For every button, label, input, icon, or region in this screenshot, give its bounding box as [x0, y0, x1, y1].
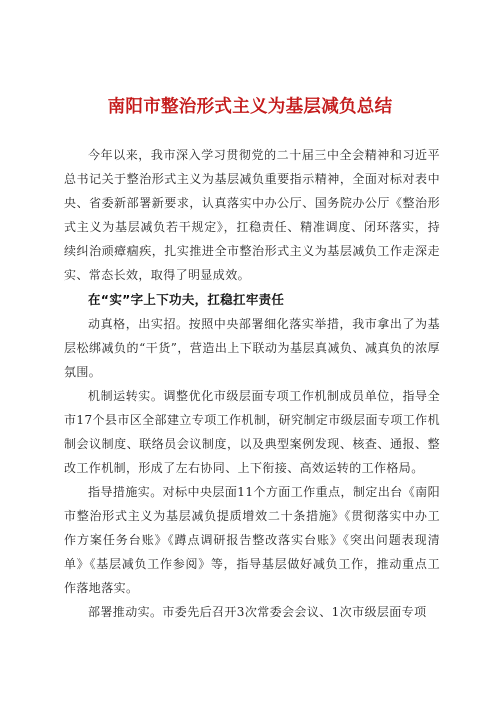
body-paragraph: 部署推动实。市委先后召开3次常委会会议、1次市级层面专项 — [88, 605, 427, 619]
section-heading: 在“实”字上下功夫，扛稳扛牢责任 — [88, 292, 285, 307]
body-paragraph: 指导措施实。对标中央层面11个方面工作重点，制定出台《南阳市整治形式主义为基层减负提质增效二十条措施》《贯彻落实中办工作方案任务台账》《蹲点调研报告整改落实台账》《突出问题表现清单》《基层减负工作参阅》等，指导基层做好减负工作，推动重点工作落地落实。 — [64, 485, 440, 595]
body-paragraph: 动真格，出实招。按照中央部署细化落实举措，我市拿出了为基层松绑减负的“干货”，营造出上下联动为基层真减负、减真负的浓厚氛围。 — [64, 317, 440, 379]
document-title: 南阳市整治形式主义为基层减负总结 — [107, 97, 393, 117]
intro-paragraph: 今年以来，我市深入学习贯彻党的二十届三中全会精神和习近平总书记关于整治形式主义为基层减负重要指示精神，全面对标对表中央、省委新部署新要求，认真落实中办公厅、国务院办公厅《整治形式主义为基层减负若干规定》，扛稳责任、精准调度、闭环落实，持续纠治顽瘴痼疾，扎实推进全市整治形式主义为基层减负工作走深走实、常态长效，取得了明显成效。 — [64, 148, 440, 282]
document-body — [64, 143, 440, 624]
body-paragraph: 机制运转实。调整优化市级层面专项工作机制成员单位，指导全市17个县市区全部建立专项工作机制，研究制定市级层面专项工作机制会议制度、联络员会议制度，以及典型案例发现、核查、通报、整改工作机制，形成了左右协同、上下衔接、高效运转的工作格局。 — [64, 389, 440, 475]
